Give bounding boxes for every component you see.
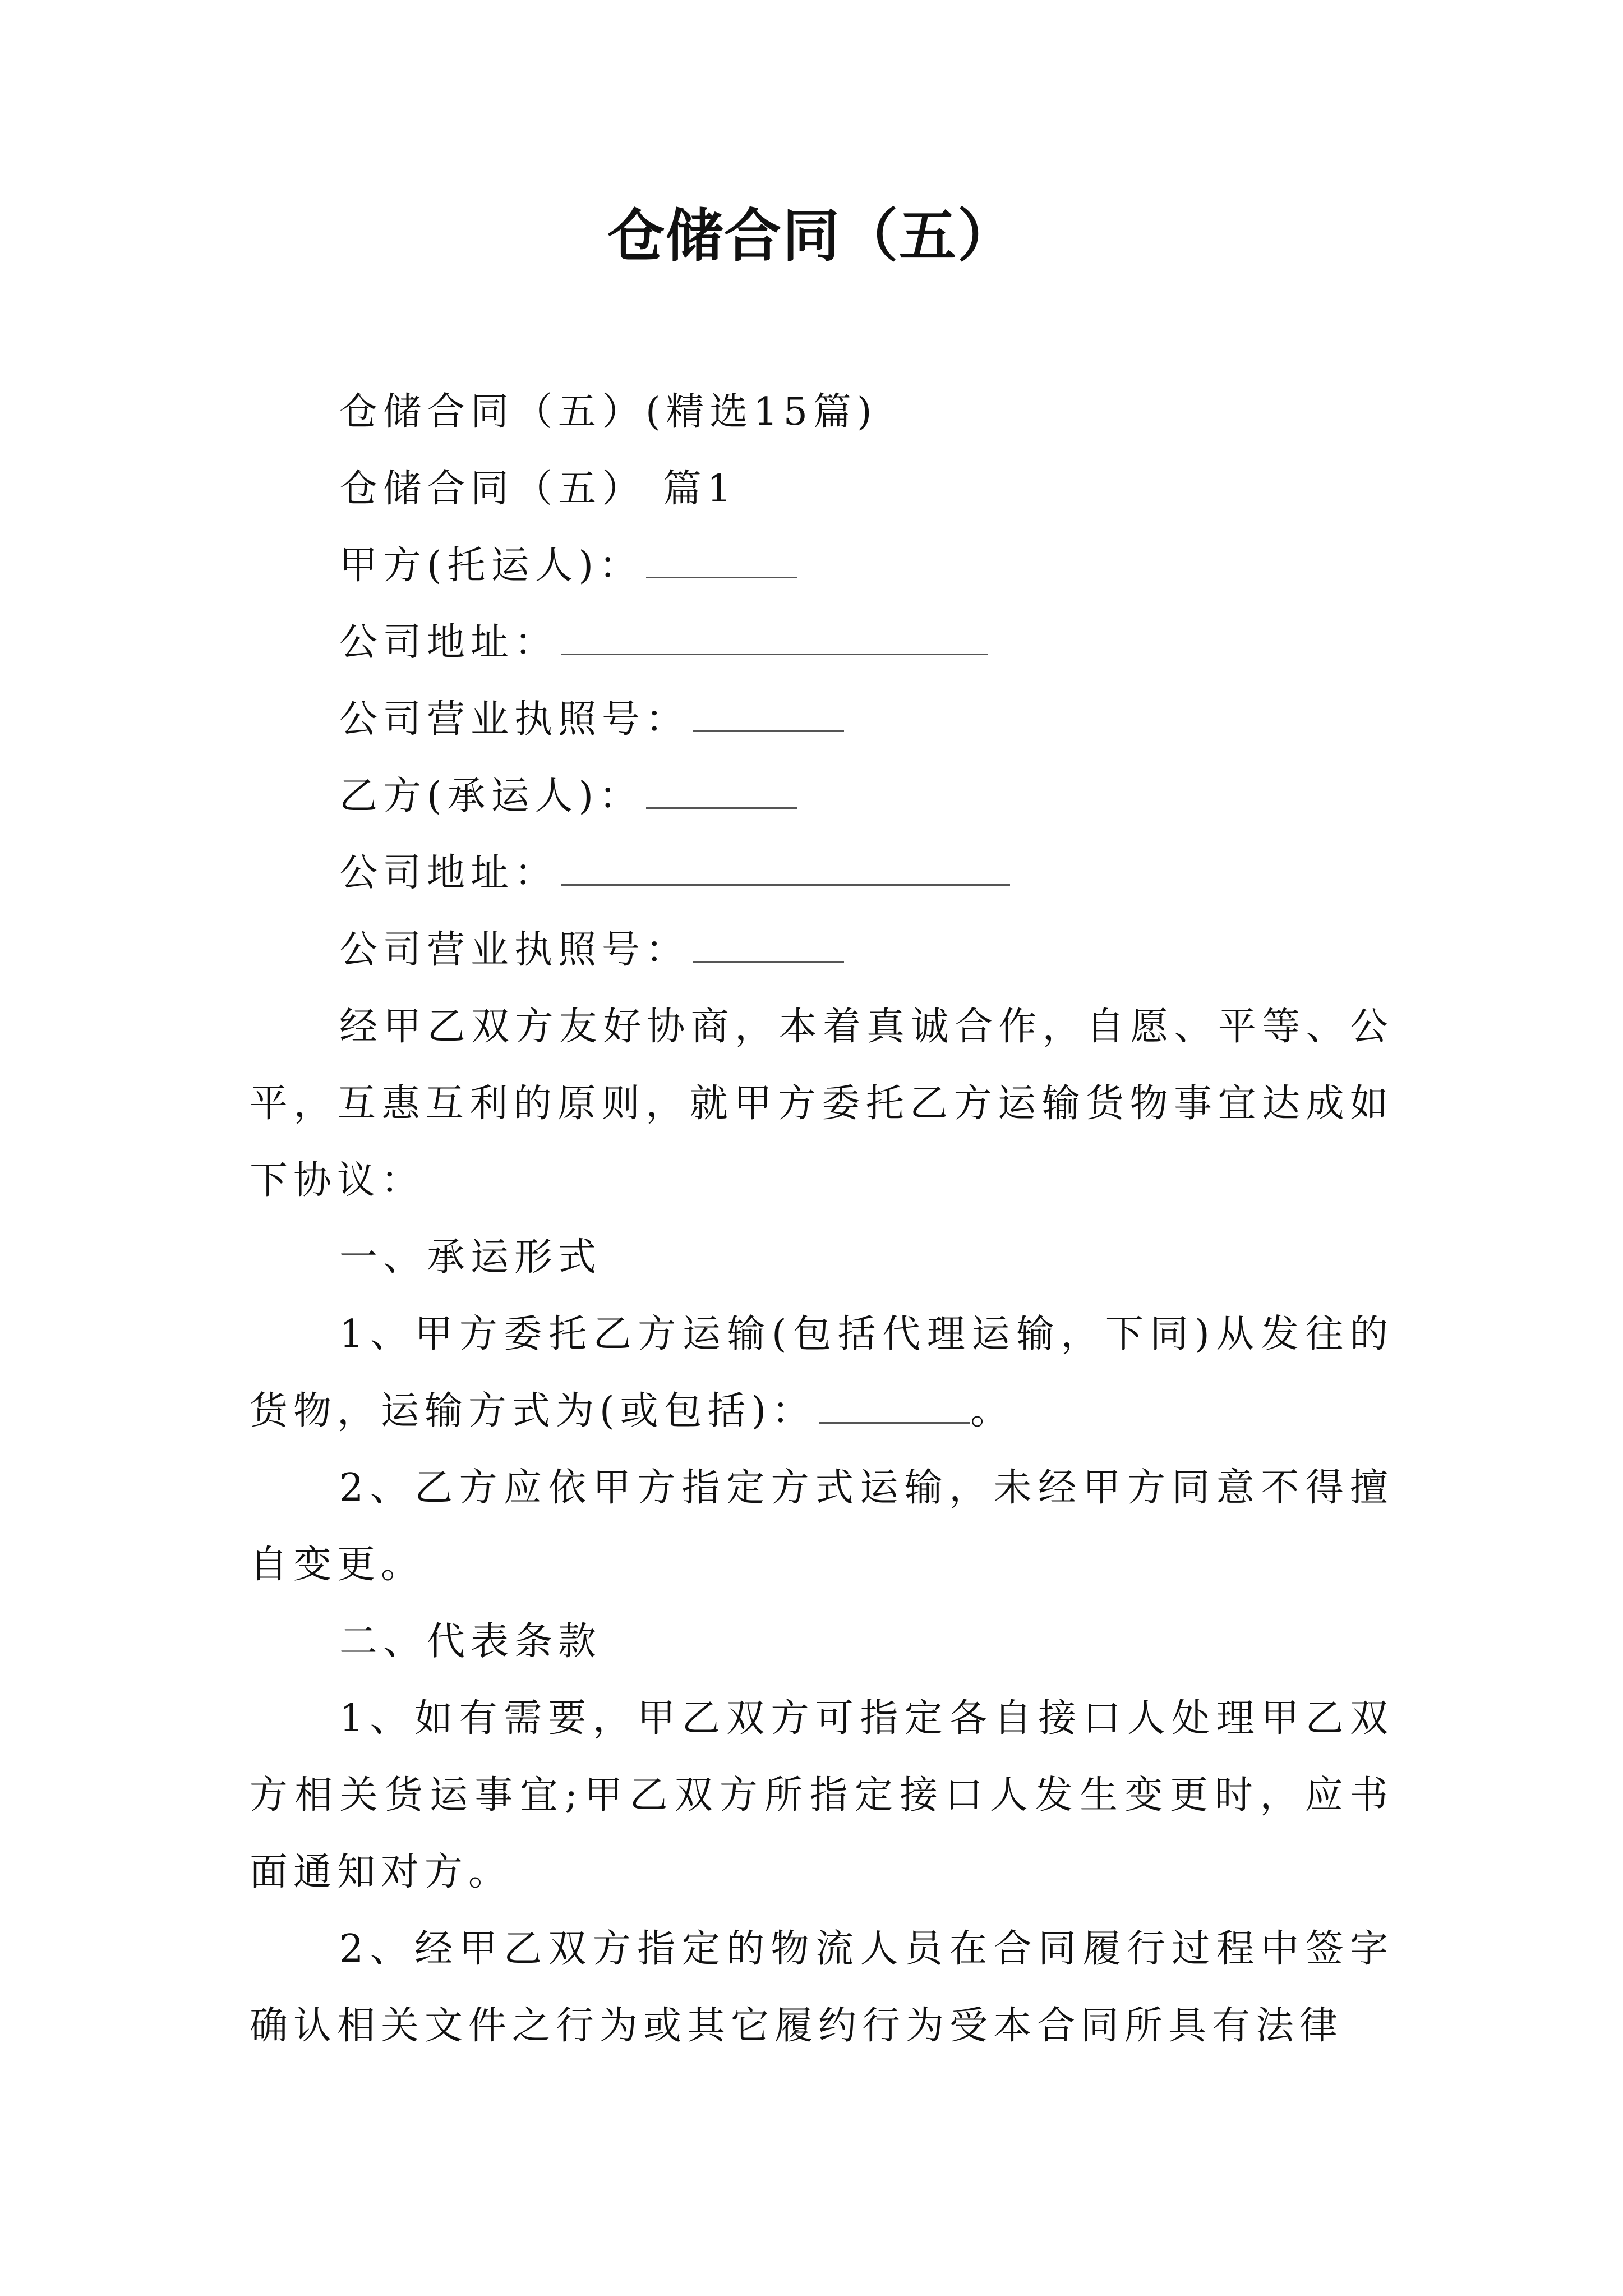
party-a-address-line <box>250 604 1394 681</box>
clause-1-1-text: 1、甲方委托乙方运输(包括代理运输，下同)从发往的货物，运输方式为(或包括)： <box>250 1312 1394 1433</box>
subtitle-line <box>250 374 1394 450</box>
party-b-address-blank <box>561 850 1010 886</box>
party-b-label: 乙方(承运人)： <box>339 774 643 818</box>
article-heading-text: 仓储合同（五） 篇1 <box>339 467 737 511</box>
subtitle-text: 仓储合同（五）(精选15篇) <box>339 390 878 434</box>
party-b-address-line <box>250 835 1394 912</box>
party-b-license-label: 公司营业执照号： <box>339 928 690 972</box>
clause-2-1: 1、如有需要，甲乙双方可指定各自接口人处理甲乙双方相关货运事宜;甲乙双方所指定接口人发生变更时，应书面通知对方。 <box>250 1696 1394 1894</box>
party-a-label: 甲方(托运人)： <box>339 544 643 588</box>
party-a-address-label: 公司地址： <box>339 620 559 665</box>
party-a-blank <box>646 543 797 578</box>
clause-1-1 <box>250 1296 1394 1450</box>
party-a-license-line <box>250 681 1394 758</box>
party-b-address-label: 公司地址： <box>339 851 559 895</box>
clause-2-2: 2、经甲乙双方指定的物流人员在合同履行过程中签字确认相关文件之行为或其它履约行为受本合同所具有法律 <box>250 1927 1394 2048</box>
party-a-license-blank <box>693 697 844 732</box>
party-b-license-line <box>250 912 1394 988</box>
document-title: 仓储合同（五） <box>607 203 1016 270</box>
party-a-address-blank <box>561 620 988 655</box>
section-2-heading: 二、代表条款 <box>339 1619 602 1664</box>
article-heading <box>250 450 1394 527</box>
transport-method-blank <box>819 1388 970 1424</box>
party-a-line <box>250 527 1394 604</box>
intro-paragraph: 经甲乙双方友好协商，本着真诚合作，自愿、平等、公平，互惠互利的原则，就甲方委托乙方运输货物事宜达成如下协议： <box>250 1005 1394 1203</box>
document-body <box>250 374 1394 2064</box>
party-a-license-label: 公司营业执照号： <box>339 697 690 742</box>
clause-1-1-end: 。 <box>970 1389 1015 1433</box>
party-b-blank <box>646 774 797 809</box>
party-b-license-blank <box>693 927 844 963</box>
section-1-heading: 一、承运形式 <box>339 1235 602 1280</box>
party-b-line <box>250 758 1394 835</box>
clause-1-2: 2、乙方应依甲方指定方式运输，未经甲方同意不得擅自变更。 <box>250 1466 1394 1587</box>
